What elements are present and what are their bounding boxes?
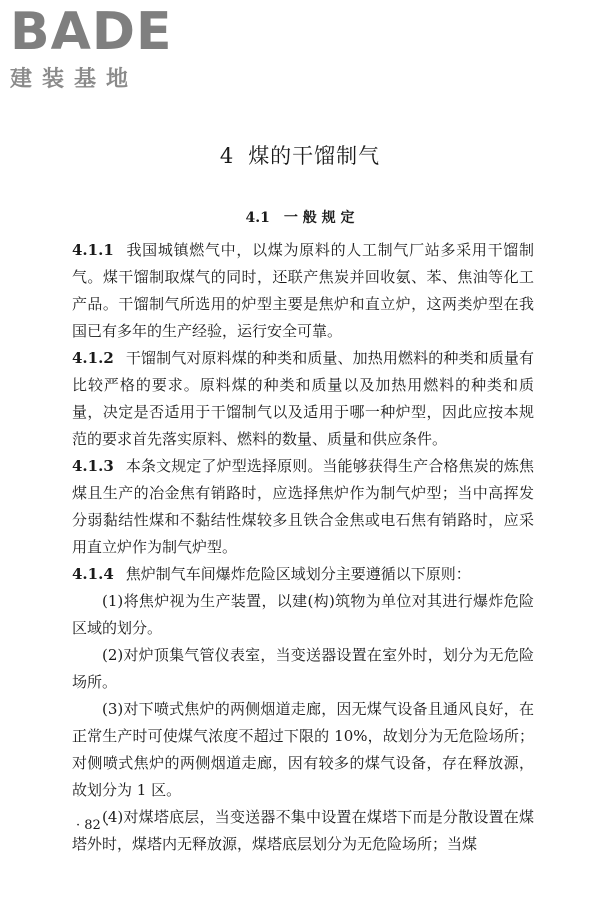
clause-paragraph — [72, 345, 534, 453]
list-item: (3)对下喷式焦炉的两侧烟道走廊，因无煤气设备且通风良好，在正常生产时可使煤气浓度不超过下限的 10%，故划分为无危险场所；对侧喷式焦炉的两侧烟道走廊，因有较多的煤气设备，存在释放源，故划分为 1 区。 — [72, 700, 534, 799]
clause-text: 本条文规定了炉型选择原则。当能够获得生产合格焦炭的炼焦煤且生产的冶金焦有销路时，应选择焦炉作为制气炉型；当中高挥发分弱黏结性煤和不黏结性煤较多且铁合金焦或电石焦有销路时，应采用直立炉作为制气炉型。 — [72, 457, 534, 556]
list-item: (4)对煤塔底层，当变送器不集中设置在煤塔下而是分散设置在煤塔外时，煤塔内无释放源，煤塔底层划分为无危险场所；当煤 — [72, 808, 534, 853]
document-body — [72, 237, 534, 858]
section-number: 4.1 — [245, 210, 270, 226]
section-title-text: 一 般 规 定 — [283, 210, 355, 226]
brand-logo — [10, 2, 190, 93]
clause-paragraph — [72, 453, 534, 561]
clause-number: 4.1.4 — [72, 565, 114, 583]
logo-wordmark: BADE — [10, 2, 173, 62]
clause-paragraph — [72, 237, 534, 345]
clause-text: 干馏制气对原料煤的种类和质量、加热用燃料的种类和质量有比较严格的要求。原料煤的种类和质量以及加热用燃料的种类和质量，决定是否适用于干馏制气以及适用于哪一种炉型，因此应按本规范的要求首先落实原料、燃料的数量、质量和供应条件。 — [72, 349, 534, 448]
clause-text: 焦炉制气车间爆炸危险区域划分主要遵循以下原则： — [125, 565, 471, 583]
clause-paragraph — [72, 561, 534, 588]
section-title — [0, 207, 600, 227]
chapter-title-text: 煤的干馏制气 — [248, 144, 381, 168]
logo-subtitle: 建装基地 — [10, 67, 139, 92]
clause-number: 4.1.2 — [72, 349, 114, 367]
list-item: (2)对炉顶集气管仪表室，当变送器设置在室外时，划分为无危险场所。 — [72, 646, 534, 691]
clause-number: 4.1.3 — [72, 457, 114, 475]
chapter-number: 4 — [219, 144, 235, 168]
clause-number: 4.1.1 — [72, 241, 114, 259]
page-number: · 82 · — [76, 818, 110, 833]
chapter-title — [0, 140, 600, 170]
list-item: (1)将焦炉视为生产装置，以建(构)筑物为单位对其进行爆炸危险区域的划分。 — [72, 592, 534, 637]
clause-text: 我国城镇燃气中，以煤为原料的人工制气厂站多采用干馏制气。煤干馏制取煤气的同时，还联产焦炭并回收氨、苯、焦油等化工产品。干馏制气所选用的炉型主要是焦炉和直立炉，这两类炉型在我国已有多年的生产经验，运行安全可靠。 — [72, 241, 534, 340]
